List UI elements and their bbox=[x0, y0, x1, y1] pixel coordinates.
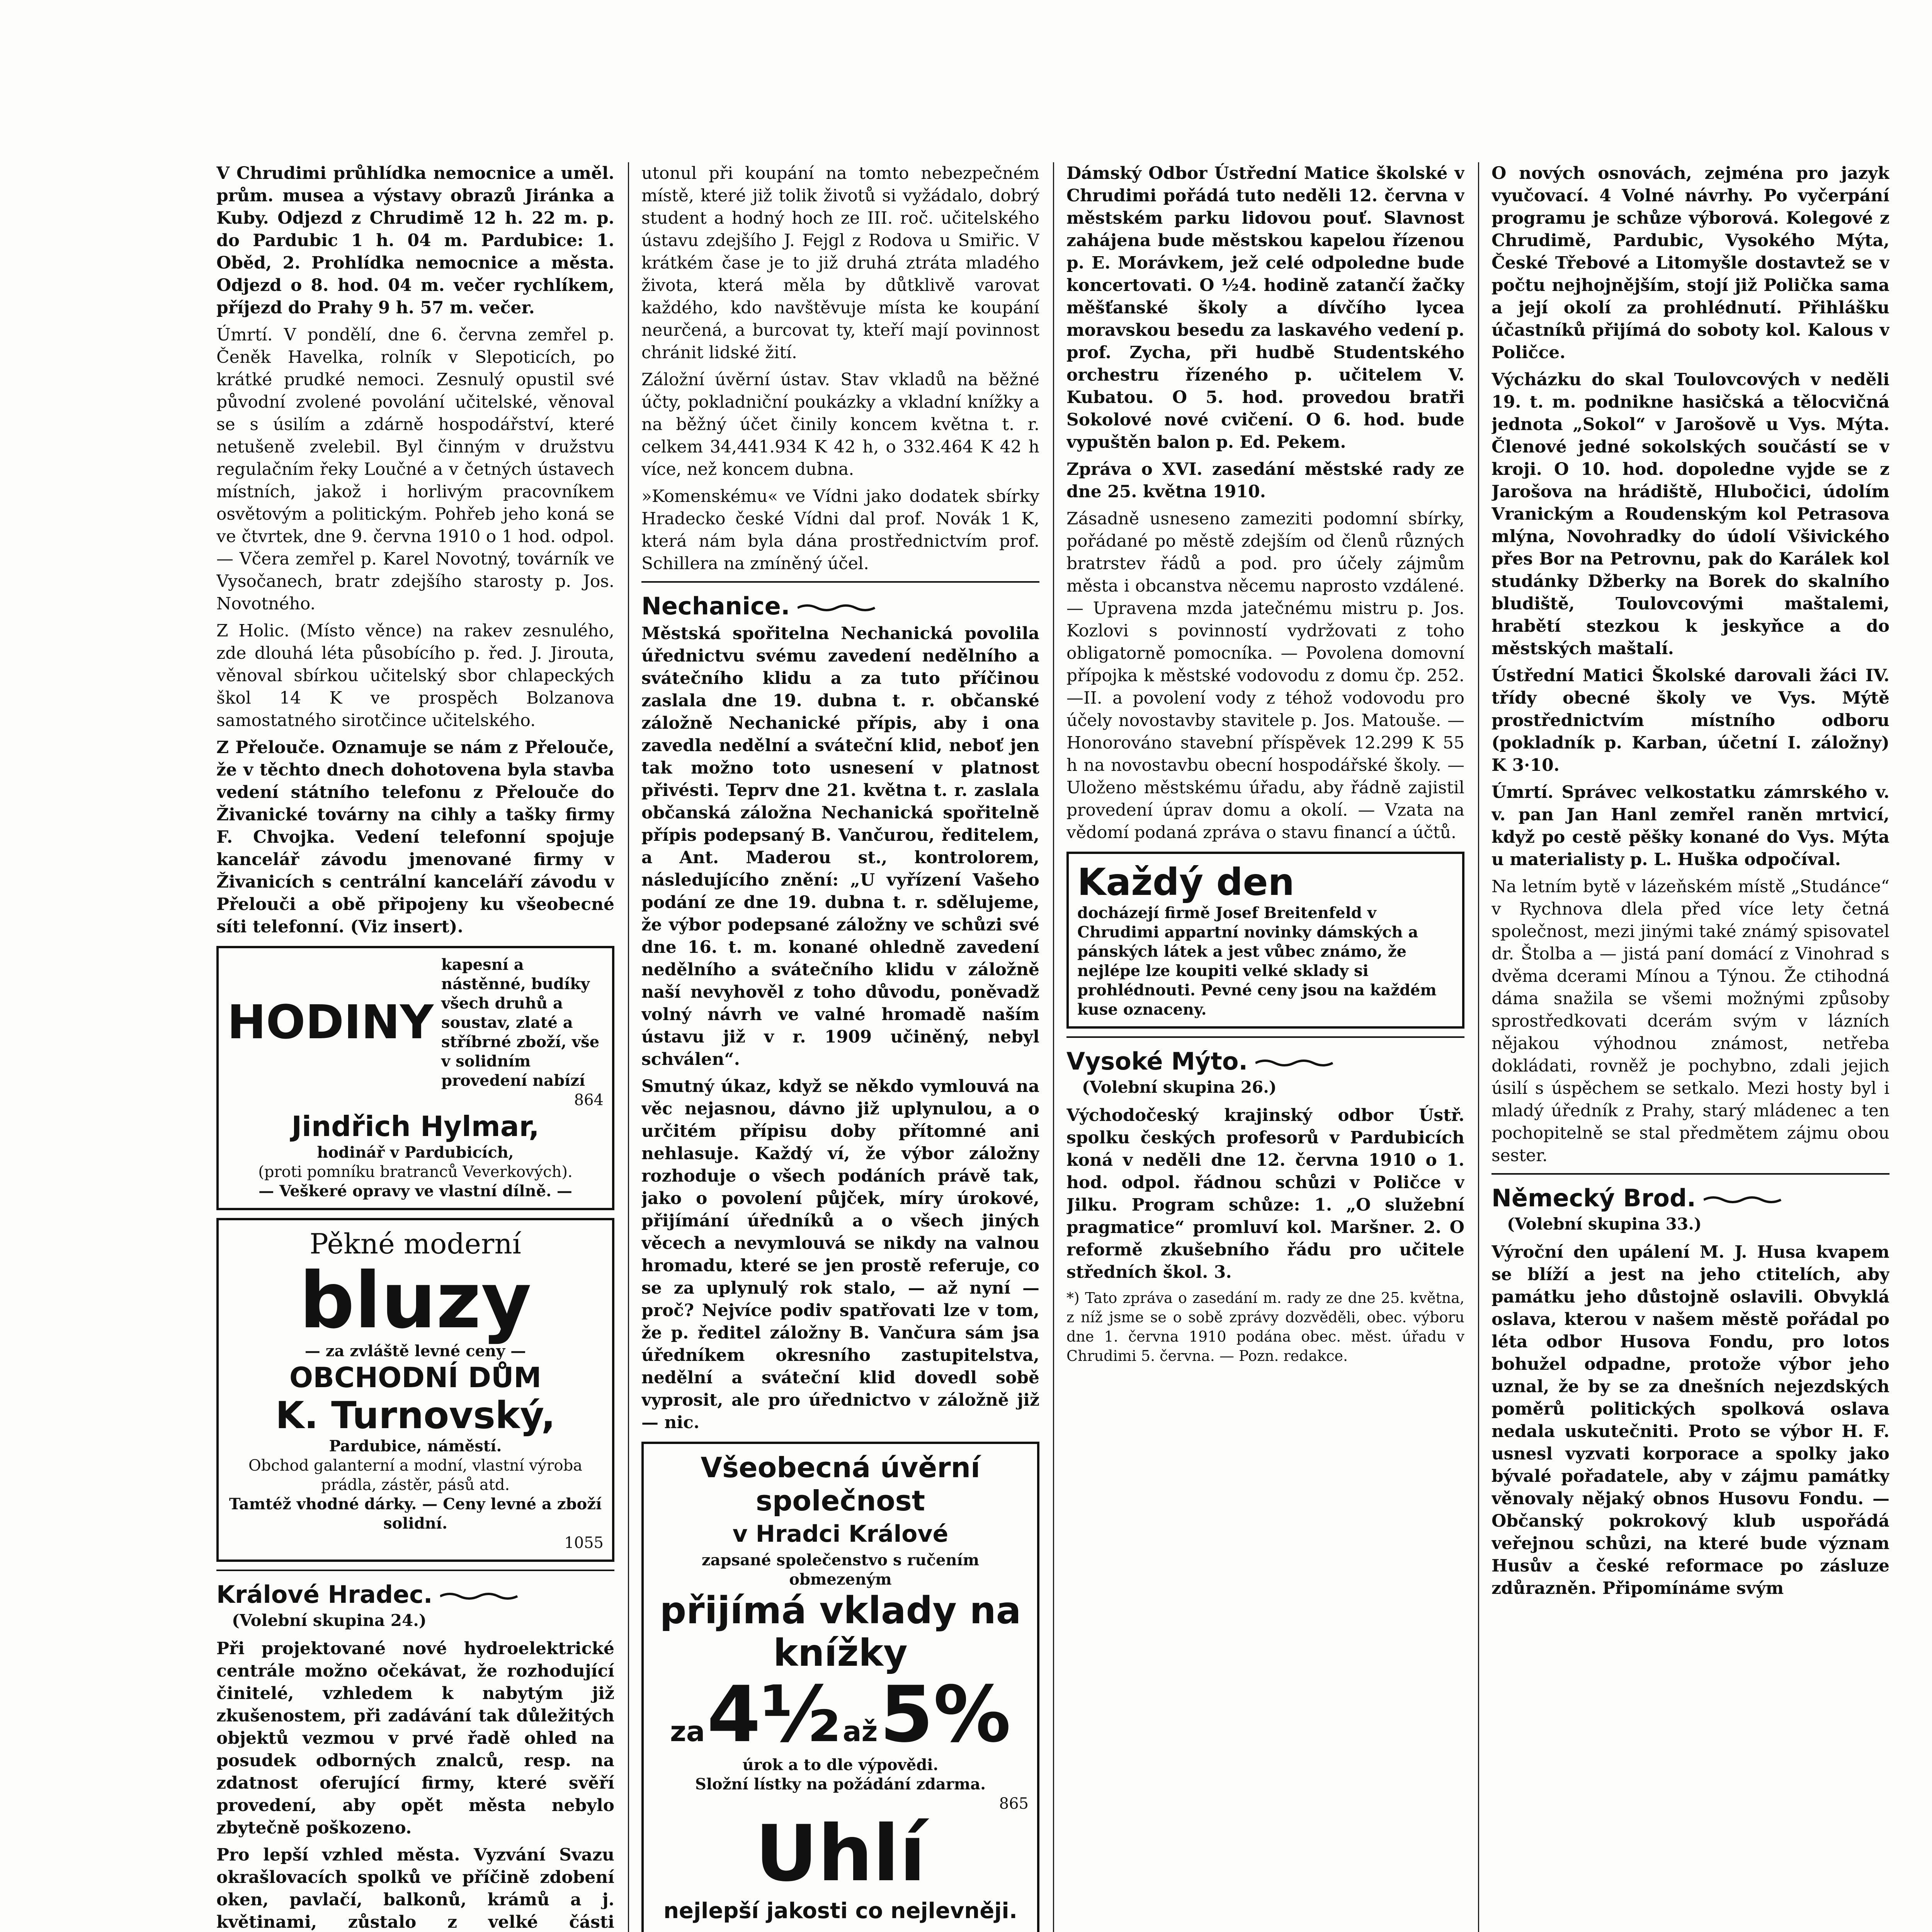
advert-name: K. Turnovský, bbox=[275, 1394, 556, 1437]
article-paragraph: Výcházku do skal Toulovcových v neděli 19. t. m. podnikne hasičská a tělocvičná jednota „Sokol“ v Jarošově u Vys. Mýta. Členové jedné sokolských součástí se v kroji. O 10. hod. dopoledne vyjde se z Jarošova na hrádiště, Hlubočici, údolím Vranickým a Roudenským kol Petrasova mlýna, Novohradky do údolí Všivického přes Bor na Petrovnu, pak do Karálek kol studánky Džberky na Borek do skalního bludiště, Toulovcovými maštalemi, hrabětí stezkou k jeskyňce a do městských maštalí. bbox=[1492, 370, 1889, 658]
ornament-icon bbox=[1704, 1195, 1789, 1204]
advert-gifts: Tamtéž vhodné dárky. — Ceny levné a zboží solidní. bbox=[229, 1495, 602, 1532]
advert-desc: zapsané společenstvo s ručením obmezeným bbox=[701, 1551, 980, 1588]
article-paragraph: Východočeský krajinský odbor Ústř. spolku českých profesorů v Pardubicích koná v neděli dne 12. června 1910 o 1. hod. odpol. řádnou schůzi v Poličce v Jilku. Program schůze: 1. „O služební pragmatice“ promluví kol. Maršner. 2. O reformě zkušebního řádu pro učitele středních škol. 3. bbox=[1066, 1105, 1464, 1282]
section-heading: Německý Brod. bbox=[1492, 1184, 1889, 1212]
ornament-icon bbox=[798, 603, 883, 612]
article-paragraph: Úmrtí. V pondělí, dne 6. června zemřel p. Čeněk Havelka, rolník v Slepoticích, po krátké prudké nemoci. Zesnulý opustil své původní zvolené povolání učitelské, věnoval se s úsilím a zdárně hospodářství, které netušeně zvelebil. Byl činným v družstvu regulačním řeky Loučné a v četných ústavech místních, jakož i horlivým pracovníkem osvětovým a politickým. Pohřeb jeho koná se ve čtvrtek, dne 9. června 1910 o 1 hod. odpol. — Včera zemřel p. Karel Novotný, továrník ve Vysočanech, bratr zdejšího starosty p. Jos. Novotného. bbox=[216, 325, 614, 614]
article-paragraph: V Chrudimi průhlídka nemocnice a uměl. prům. musea a výstavy obrazů Jiránka a Kuby. Odjezd z Chrudimě 12 h. 22 m. p. do Pardubic 1 h. 04 m. Pardubice: 1. Oběd, 2. Prohlídka nemocnice a města. Odjezd o 8. hod. 04 m. večer rychlíkem, příjezd do Prahy 9 h. 57 m. večer. bbox=[216, 163, 614, 318]
advert-accepts: přijímá vklady na knížky bbox=[660, 1589, 1021, 1675]
column-divider bbox=[1478, 162, 1479, 1932]
advert-city: v Hradci Králové bbox=[732, 1520, 949, 1548]
section-heading: Vysoké Mýto. bbox=[1066, 1047, 1464, 1075]
advert-note: — Veškeré opravy ve vlastní dílně. — bbox=[259, 1182, 572, 1200]
article-paragraph: Smutný úkaz, když se někdo vymlouvá na věc nejasnou, dávno již uplynulou, a o určitém přípisu doby přítomné ani nehlasuje. Každý ví, že výbor záložny rozhoduje o všech podáních právě tak, jako o povolení půjček, míry úrokové, přijímání úředníků a o všech jiných věcech a nevymlouvá se nikdy na valnou hromadu, které se jen prostě referuje, co se za uplynulý rok stalo, — až nyní — proč? Nejvíce podiv spatřovati lze v tom, že p. ředitel záložny B. Vančura sám jsa úředníkem okresního zastupitelstva, nedělní a sváteční klid dovedl sobě vyprosit, ale pro úřednictvo v záložně již — nic. bbox=[641, 1077, 1039, 1432]
advert-name: Jindřich Hylmar, bbox=[291, 1110, 539, 1143]
advert-number: 865 bbox=[999, 1795, 1029, 1813]
article-paragraph: O nových osnovách, zejména pro jazyk vyučovací. 4 Volné návrhy. Po vyčerpání programu je schůze výborová. Kolegové z Chrudimě, Pardubic, Vysokého Mýta, České Třebové a Litomyšle dostavtež se v počtu nejhojnějším, stojí již Polička sama a její okolí za prohlédnutí. Přihlášku účastníků přijímá do soboty kol. Kalous v Poličce. bbox=[1492, 163, 1889, 362]
section-divider bbox=[216, 1570, 614, 1571]
advert-title: bluzy bbox=[299, 1256, 532, 1346]
article-paragraph: Ústřední Matici Školské darovali žáci IV. třídy obecné školy ve Vys. Mýtě prostřednictvím místního odboru (pokladník p. Karban, účetní I. záložny) K 3·10. bbox=[1492, 666, 1889, 775]
advert-city: Pardubice, náměstí. bbox=[329, 1437, 502, 1455]
advert-note: úrok a to dle výpovědi. bbox=[742, 1756, 939, 1774]
section-divider bbox=[641, 581, 1039, 583]
section-subheading: (Volební skupina 24.) bbox=[232, 1611, 427, 1630]
advert-text: docházejí firmě Josef Breitenfeld v Chrudimi appartní novinky dámských a pánských látek a jest vůbec známo, že nejlépe lze koupiti velké sklady si prohlédnouti. Pevné ceny jsou na každém kuse oznaceny. bbox=[1077, 904, 1437, 1019]
advert-store: OBCHODNÍ DŮM bbox=[289, 1361, 542, 1394]
article-paragraph: Městská spořitelna Nechanická povolila úřednictvu svému zavedení nedělního a svátečního klidu a za tuto příčinou zaslala dne 19. dubna t. r. občanské záložně Nechanické přípis, aby i ona zavedla nedělní a sváteční klid, neboť jen tak možno toto usnesení v platnost přivésti. Teprv dne 21. května t. r. zaslala občanská záložna Nechanická spořitelně přípis podepsaný B. Vančurou, ředitelem, a Ant. Maderou st., kontrolorem, následujícího znění: „U vyřízení Vašeho podání ze dne 19. dubna t. r. sdělujeme, že výbor podepsané záložny ve schůzi své dne 16. t. m. konané ohledně zavedení nedělního a svátečního klidu v záložně naší nevyhověl z toho důvodu, poněvadž volný návrh ve valné hromadě naším ústavu již v r. 1909 učiněný, nebyl schválen“. bbox=[641, 624, 1039, 1069]
advert-uverni bbox=[641, 1442, 1039, 1932]
article-paragraph: Z Holic. (Místo věnce) na rakev zesnulého, zde dlouhá léta působícího p. řed. J. Jirouta, věnoval sbírkou učitelský sbor chlapeckých škol 14 K ve prospěch Bolzanova samostatného sirotčince učitelského. bbox=[216, 621, 614, 730]
column-3 bbox=[1066, 162, 1464, 1932]
section-subheading: (Volební skupina 26.) bbox=[1082, 1078, 1277, 1097]
column-divider bbox=[1053, 162, 1054, 1932]
section-heading: Nechanice. bbox=[641, 592, 1039, 620]
article-paragraph: Na letním bytě v lázeňském místě „Studánce“ v Rychnova dlela před více lety četná společnost, mezi jinými také známý spisovatel dr. Štolba a — jistá paní domácí z Vinohrad s dvěma dcerami Mínou a Týnou. Že ctihodná dáma snažila se všemi možnými způsoby sprostředkovati dcerám svým v lázních nějakou výhodnou známost, netřeba dokládati, rovněž je pochybno, zdali jejich úsilí s úspěchem se setkalo. Mezi hosty byl i mladý úředník z Prahy, starý mládenec a ten pochopitelně se stal předmětem zájmu obou sester. bbox=[1492, 877, 1889, 1165]
article-heading-inline: Zpráva o XVI. zasedání městské rady ze dne 25. května 1910. bbox=[1066, 459, 1464, 502]
article-paragraph: utonul při koupání na tomto nebezpečném místě, které již tolik životů si vyžádalo, dobrý student a hodný hoch ze III. roč. učitelského ústavu zdejšího J. Fejgl z Rodova u Smiřic. V krátkém čase je to již druhá ztráta mladého života, která měla by důtklivě varovat každého, kdo navštěvuje místa ke koupání neurčená, a burcovat ty, kteří mají povinnost chránit lidské žití. bbox=[641, 163, 1039, 362]
advert-title: Všeobecná úvěrní společnost bbox=[701, 1451, 980, 1517]
advert-bluzy bbox=[216, 1218, 614, 1562]
article-paragraph: Pro lepší vzhled města. Vyzvání Svazu okrašlovacích spolků ve příčině zdobení oken, pavlačí, balkonů, krámů a j. květinami, zůstalo z velké části bbox=[216, 1845, 614, 1932]
advert-uhli-sub: nejlepší jakosti co nejlevněji. bbox=[663, 1898, 1017, 1923]
ornament-icon bbox=[440, 1592, 525, 1601]
advert-number: 1055 bbox=[564, 1534, 604, 1552]
advert-kazdy-den bbox=[1066, 852, 1464, 1029]
article-paragraph: Při projektované nové hydroelektrické centrále možno očekávat, že rozhodující činitelé, vzhledem k nabytým již zkušenostem, při zadávání tak důležitých objektů vezmou v prvé řadě ohled na posudek odborných znalců, resp. na zdatnost oferující firmy, které svěří provedení, aby opět města nebylo zbytečně poškozeno. bbox=[216, 1639, 614, 1838]
advert-text: kapesní a nástěnné, budíky všech druhů a soustav, zlaté a stříbrné zboží, vše v solidním provedení nabízí bbox=[441, 956, 600, 1090]
advert-subtitle: hodinář v Pardubicích, bbox=[317, 1143, 514, 1162]
advert-desc: Obchod galanterní a modní, vlastní výroba prádla, zástěr, pásů atd. bbox=[248, 1457, 583, 1494]
advert-number: 864 bbox=[574, 1091, 604, 1109]
article-paragraph: Úmrtí. Správec velkostatku zámrského v. v. pan Jan Hanl zemřel raněn mrtvicí, když po cestě pěšky konané do Vys. Mýta u materialisty p. L. Huška odpočíval. bbox=[1492, 782, 1889, 869]
advert-address: (proti pomníku bratranců Veverkových). bbox=[258, 1163, 573, 1181]
ornament-icon bbox=[1255, 1058, 1340, 1068]
article-paragraph: »Komenskému« ve Vídni jako dodatek sbírky Hradecko české Vídni dal prof. Novák 1 K, která nám byla dána prostřednictvím prof. Schillera na zmíněný účel. bbox=[641, 486, 1039, 573]
article-paragraph: Výroční den upálení M. J. Husa kvapem se blíží a jest na jeho ctitelích, aby památku jeho důstojně oslavili. Obvyklá oslava, kterou v našem městě pořádal po léta odbor Husova Fondu, pro lotos bohužel odpadne, protože výbor jeho uznal, že by se za dnešních nejezdských poměrů politických spolková oslava nedala uskutečniti. Proto se výbor H. F. usnesl vyzvati korporace a spolky jako bývalé pořadatele, aby v zájmu památky věnovaly nějaký obnos Husovu Fondu. — Občanský pokrokový klub uspořádá veřejnou schůzi, na které bude význam Husův a české reformace po zásluze zdůrazněn. Připomínáme svým bbox=[1492, 1242, 1889, 1598]
advert-uhli-title: Uhlí bbox=[755, 1809, 926, 1899]
section-divider bbox=[1492, 1173, 1889, 1175]
advert-hodiny bbox=[216, 946, 614, 1210]
article-paragraph: Z Přelouče. Oznamuje se nám z Přelouče, že v těchto dnech dohotovena byla stavba vedení státního telefonu z Přelouče do Živanické továrny na cihly a tašky firmy F. Chvojka. Vedení telefonní spojuje kancelář závodu jmenované firmy v Živanicích s centrální kanceláří závodu v Přelouči a obě připojeny ku všeobecné síti telefonní. (Viz insert). bbox=[216, 738, 614, 937]
article-paragraph: Záložní úvěrní ústav. Stav vkladů na běžné účty, pokladniční poukázky a vkladní knížky a na běžný účet činily koncem května t. r. celkem 34,441.934 K 42 h, o 332.464 K 42 h více, než koncem dubna. bbox=[641, 370, 1039, 479]
column-1 bbox=[216, 162, 614, 1932]
section-heading: Králové Hradec. bbox=[216, 1580, 614, 1609]
article-paragraph: Dámský Odbor Ústřední Matice školské v Chrudimi pořádá tuto neděli 12. června v městském parku lidovou pouť. Slavnost zahájena bude městskou kapelou řízenou p. E. Morávkem, jež celé odpoledne bude koncertovati. O ½4. hodině zatančí žačky měšťanské školy a dívčího lycea moravskou besedu za laskavého vedení p. prof. Zycha, při hudbě Studentského orchestru řízeného p. učitelem V. Kubatou. O 5. hod. provedou bratři Sokolové nové cvičení. O 6. hod. bude vypuštěn balon p. Ed. Pekem. bbox=[1066, 163, 1464, 452]
advert-price: — za zvláště levné ceny — bbox=[304, 1342, 526, 1360]
column-divider bbox=[628, 162, 629, 1932]
advert-slips: Složní lístky na požádání zdarma. bbox=[695, 1775, 986, 1793]
advert-title: Každý den bbox=[1077, 861, 1294, 904]
section-divider bbox=[1066, 1036, 1464, 1038]
section-subheading: (Volební skupina 33.) bbox=[1507, 1214, 1702, 1233]
advert-rates: za 4½ až 5% bbox=[670, 1670, 1011, 1760]
column-4 bbox=[1492, 162, 1889, 1932]
footnote: *) Tato zpráva o zasedání m. rady ze dne 25. května, z níž jsme se o sobě zprávy dozvěděli, obec. výboru dne 1. června 1910 podána obec. měst. úřadu v Chrudimi 5. června. — Pozn. redakce. bbox=[1066, 1289, 1464, 1364]
advert-title: HODINY bbox=[227, 996, 434, 1049]
column-2 bbox=[641, 162, 1039, 1932]
article-paragraph: Zásadně usneseno zameziti podomní sbírky, pořádané po městě zdejším od členů různých bratrstev řádů a pod. pro účely zájmům města i obcanstva něcemu naprosto vzdálené. — Upravena mzda jatečnému mistru p. Jos. Kozlovi s povinností vydržovati z toho obligatorně pomocníka. — Povolena domovní přípojka k městské vodovodu z domu čp. 252.—II. a povolení vody z téhož vodovodu pro účely novostavby stavitele p. Jos. Matouše. — Honorováno stavební příspěvek 12.299 K 55 h na novostavbu obecní hospodářské školy. — Uloženo městskému úřadu, aby řádně zajistil provedení úprav domu a okolí. — Vzata na vědomí podaná zpráva o stavu financí a účtů. bbox=[1066, 509, 1464, 842]
advert-pretitle: Pěkné moderní bbox=[310, 1228, 521, 1260]
